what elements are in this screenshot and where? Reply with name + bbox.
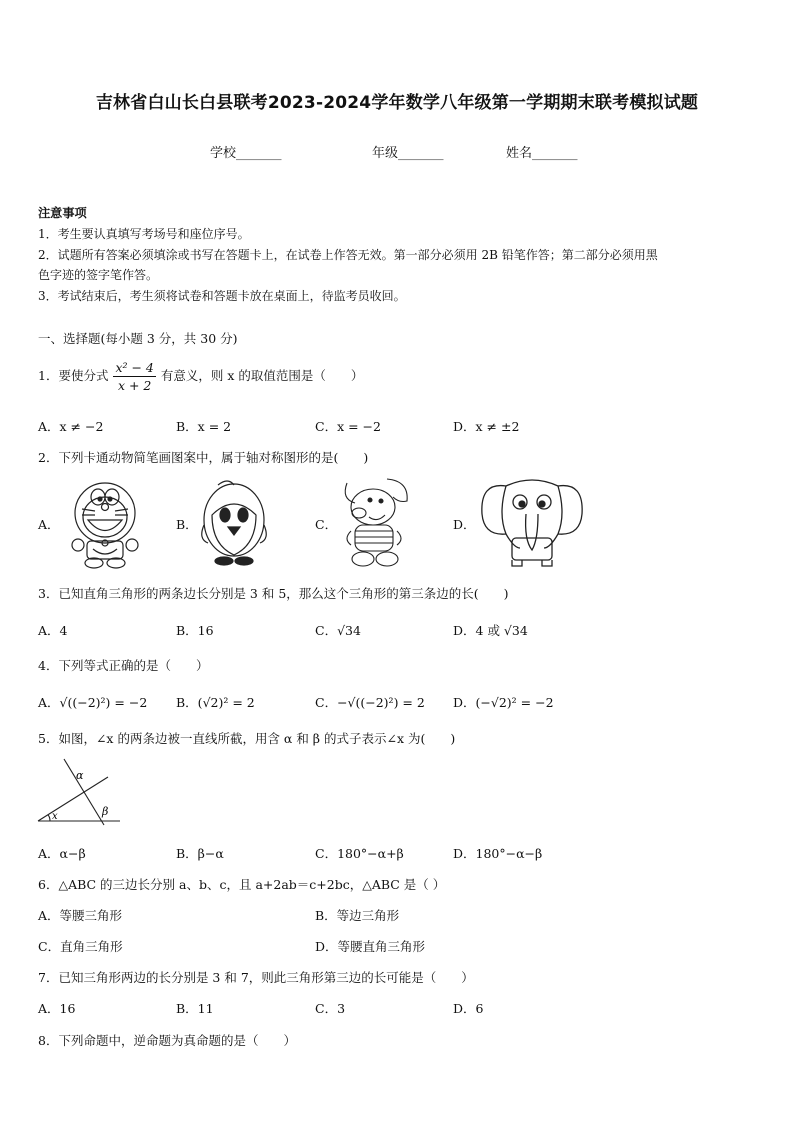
q2-label-d: D． xyxy=(453,517,476,532)
question-6: 6．△ABC 的三边长分别 a、b、c，且 a+2ab＝c+2bc，△ABC 是（ ） xyxy=(38,877,446,892)
q4-option-c: C．−√((−2)²) = 2 xyxy=(315,695,425,710)
q1-fraction xyxy=(113,359,155,394)
q1-option-b: B．x = 2 xyxy=(176,419,232,434)
q3-option-c: C．√34 xyxy=(315,623,361,638)
q1-option-c: C．x = −2 xyxy=(315,419,381,434)
q4-option-a: A．√((−2)²) = −2 xyxy=(38,695,148,710)
q1-suffix: 有意义，则 x 的取值范围是（ ） xyxy=(160,368,364,383)
grade-field: 年级_______ xyxy=(372,146,444,161)
q7-option-b: B．11 xyxy=(176,1001,214,1016)
page-title: 吉林省白山长白县联考2023-2024学年数学八年级第一学期期末联考模拟试题 xyxy=(95,93,699,113)
q5-option-d: D．180°−α−β xyxy=(453,846,543,861)
q3-option-b: B．16 xyxy=(176,623,214,638)
penguin-image xyxy=(198,475,270,571)
q3-option-a: A．4 xyxy=(38,623,68,638)
name-field: 姓名_______ xyxy=(506,146,578,161)
elephant-image xyxy=(476,474,588,572)
q7-option-d: D．6 xyxy=(453,1001,484,1016)
note-2-cont: 色字迹的签字笔作答。 xyxy=(38,268,159,282)
angle-figure xyxy=(36,757,122,827)
q7-option-a: A．16 xyxy=(38,1001,76,1016)
notes-heading: 注意事项 xyxy=(38,206,87,220)
beta-label: β xyxy=(102,805,109,818)
robot-cat-image xyxy=(60,475,150,571)
question-5: 5．如图，∠x 的两条边被一直线所截，用含 α 和 β 的式子表示∠x 为( ) xyxy=(38,731,456,746)
q2-label-c: C． xyxy=(315,517,338,532)
q1-denominator: x + 2 xyxy=(117,378,152,393)
q1-prefix: 1．要使分式 xyxy=(38,368,109,383)
q7-option-c: C．3 xyxy=(315,1001,346,1016)
q1-numerator: x² − 4 xyxy=(115,360,154,375)
question-2: 2．下列卡通动物简笔画图案中，属于轴对称图形的是( ) xyxy=(38,450,369,465)
alpha-label: α xyxy=(76,769,84,782)
q4-option-d: D．(−√2)² = −2 xyxy=(453,695,554,710)
note-1: 1．考生要认真填写考场号和座位序号。 xyxy=(38,227,250,241)
school-field: 学校_______ xyxy=(210,146,282,161)
q5-option-c: C．180°−α+β xyxy=(315,846,404,861)
note-3: 3．考试结束后，考生须将试卷和答题卡放在桌面上，待监考员收回。 xyxy=(38,289,406,303)
q3-option-d: D．4 或 √34 xyxy=(453,623,528,638)
q6-option-c: C．直角三角形 xyxy=(38,939,123,954)
question-8: 8．下列命题中，逆命题为真命题的是（ ） xyxy=(38,1033,296,1048)
question-4: 4．下列等式正确的是（ ） xyxy=(38,658,209,673)
x-label: x xyxy=(52,811,58,822)
q2-label-a: A． xyxy=(38,517,60,532)
q5-option-b: B．β−α xyxy=(176,846,224,861)
q6-option-b: B．等边三角形 xyxy=(315,908,400,923)
q1-option-d: D．x ≠ ±2 xyxy=(453,419,520,434)
note-2: 2．试题所有答案必须填涂或书写在答题卡上，在试卷上作答无效。第一部分必须用 2B 铅笔作答；第二部分必须用黑 xyxy=(38,248,658,262)
q6-option-a: A．等腰三角形 xyxy=(38,908,123,923)
q1-option-a: A．x ≠ −2 xyxy=(38,419,104,434)
q6-option-d: D．等腰直角三角形 xyxy=(315,939,426,954)
q2-label-b: B． xyxy=(176,517,198,532)
piglet-image xyxy=(337,473,415,573)
angle-x-arc xyxy=(48,815,50,821)
section-heading: 一、选择题(每小题 3 分，共 30 分) xyxy=(38,331,238,346)
q4-option-b: B．(√2)² = 2 xyxy=(176,695,255,710)
q5-option-a: A．α−β xyxy=(38,846,86,861)
transversal-line xyxy=(64,759,104,825)
question-3: 3．已知直角三角形的两条边长分别是 3 和 5，那么这个三角形的第三条边的长( ) xyxy=(38,586,509,601)
question-1 xyxy=(38,359,363,394)
question-7: 7．已知三角形两边的长分别是 3 和 7，则此三角形第三边的长可能是（ ） xyxy=(38,970,474,985)
